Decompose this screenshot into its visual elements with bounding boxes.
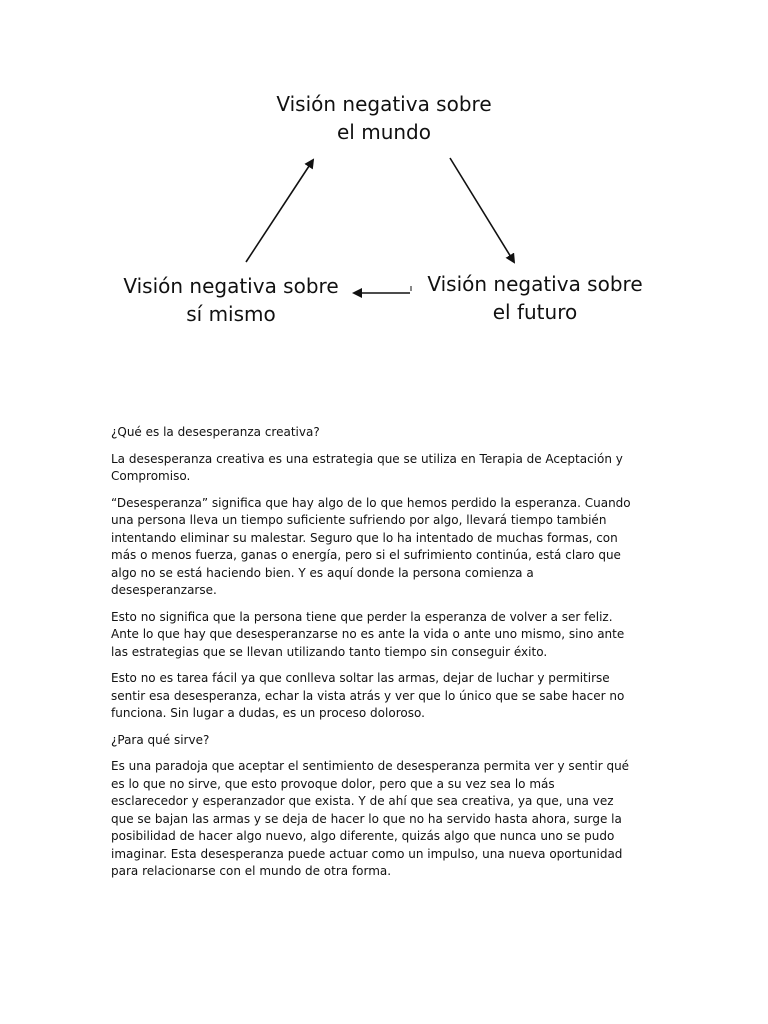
node-future-line-1: Visión negativa sobre [427,272,643,296]
paragraph-1: La desesperanza creativa es una estrategia que se utiliza en Terapia de Aceptación y Compromiso. [111,451,623,483]
paragraph-5: Es una paradoja que aceptar el sentimiento de desesperanza permita ver y sentir qué es lo que no sirve, que esto provoque dolor, pero que a su vez sea lo más esclarecedor y esperanzador que exista. Y de ahí que sea creativa, ya que, una vez que se bajan las armas y se deja de hacer lo que no ha servido hasta ahora, surge la posibilidad de hacer algo nuevo, algo diferente, quizás algo que nunca uno se pudo imaginar. Esta desesperanza puede actuar como un impulso, una nueva oportunidad para relacionarse con el mundo de otra forma. [111,759,630,878]
node-future [400,270,670,326]
paragraph-4: Esto no es tarea fácil ya que conlleva soltar las armas, dejar de luchar y permitirse sentir esa desesperanza, echar la vista atrás y ver que lo único que se sabe hacer no funciona. Sin lugar a dudas, es un proceso doloroso. [111,671,625,720]
node-future-line-2: el futuro [492,300,578,324]
node-world [234,90,534,146]
question-heading-1: ¿Qué es la desesperanza creativa? [111,425,320,439]
question-heading-2: ¿Para qué sirve? [111,732,210,747]
document-body [111,424,631,890]
node-self [96,272,366,328]
arrow-self-to-world [246,160,313,262]
node-self-line-1: Visión negativa sobre [123,274,339,298]
node-world-line-1: Visión negativa sobre [276,92,492,116]
cognitive-triad-diagram [0,0,768,340]
arrow-world-to-future [450,158,514,262]
node-world-line-2: el mundo [337,120,431,144]
paragraph-3: Esto no significa que la persona tiene que perder la esperanza de volver a ser feliz. Ante lo que hay que desesperanzarse no es ante la vida o ante uno mismo, sino ante las estrategias que se llevan utilizando tanto tiempo sin conseguir éxito. [111,609,625,659]
paragraph-2: “Desesperanza” significa que hay algo de lo que hemos perdido la esperanza. Cuando una persona lleva un tiempo suficiente sufriendo por algo, llevará tiempo también intentando eliminar su malestar. Seguro que lo ha intentado de muchas formas, con más o menos fuerza, ganas o energía, pero si el sufrimiento continúa, está claro que algo no se está haciendo bien. Y es aquí donde la persona comienza a desesperanzarse. [111,495,631,597]
node-self-line-2: sí mismo [186,302,276,326]
